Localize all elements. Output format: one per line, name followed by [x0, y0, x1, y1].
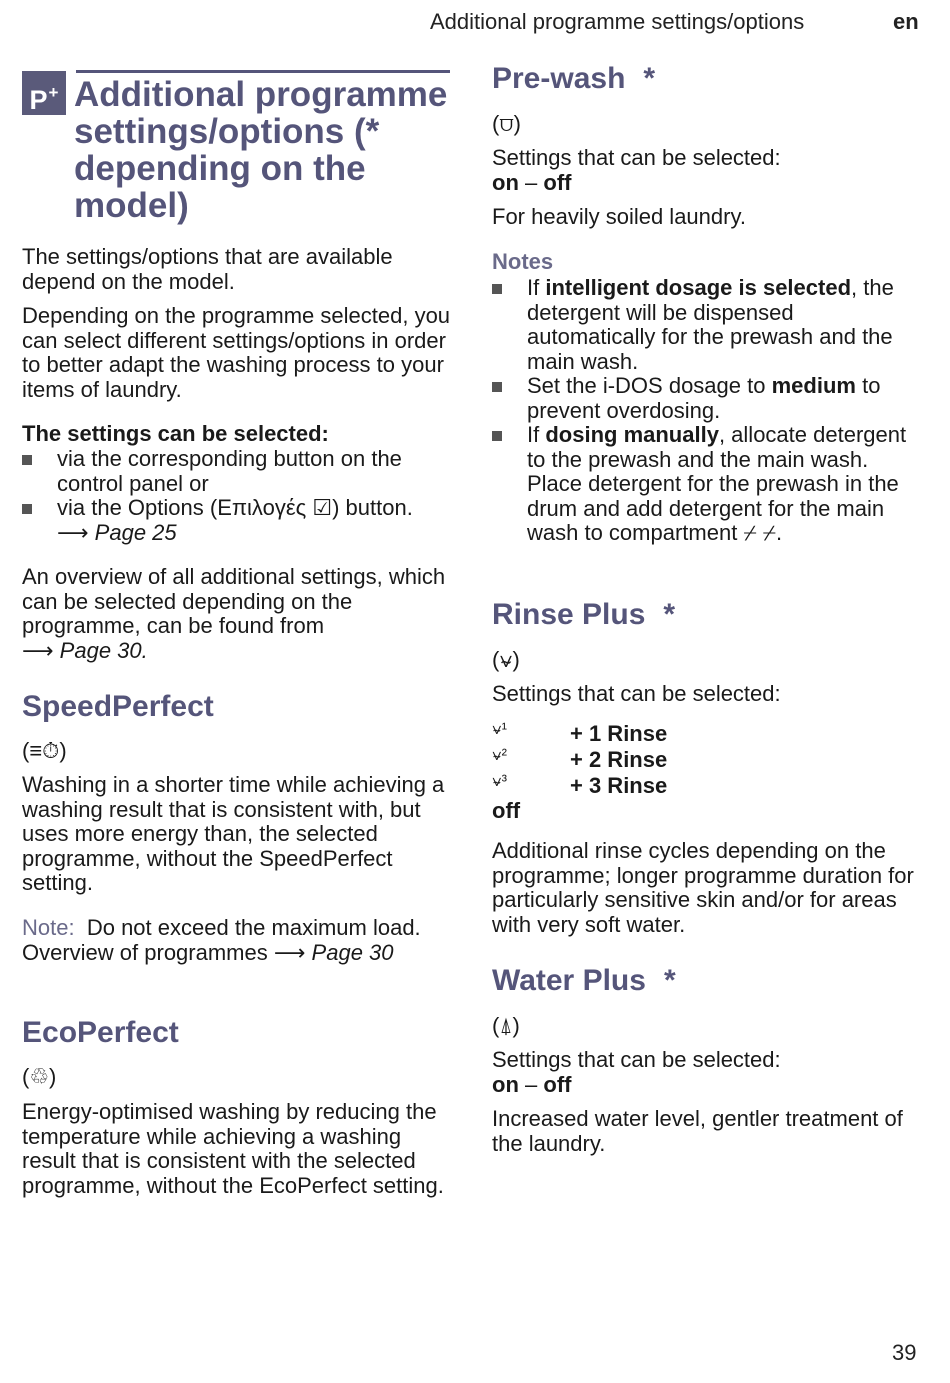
rinse-1-icon: ⍱¹: [492, 721, 507, 738]
bullet-icon: [22, 504, 32, 514]
list-item: via the Options (Επιλογές ☑) button. ⟶ Page 25: [22, 496, 452, 545]
prewash-settings-values: on – off: [492, 170, 572, 195]
running-header-title: Additional programme settings/options: [430, 9, 805, 34]
ecoperfect-symbol-icon: (♲): [22, 1064, 57, 1089]
arrow-icon: ⟶: [273, 939, 306, 965]
water-plus-settings-label: Settings that can be selected:: [492, 1047, 781, 1072]
chapter-rule: [76, 70, 450, 73]
arrow-icon: ⟶: [57, 519, 89, 545]
rinse-3-icon: ⍱³: [492, 773, 507, 790]
compartment-icon: ⌿ ⌿: [743, 520, 776, 545]
rinse-plus-symbol-icon: (⍱): [492, 647, 520, 672]
selection-list: [22, 447, 452, 545]
page-reference: Page 30: [311, 939, 394, 965]
intro-paragraph-2: Depending on the programme selected, you can select different settings/options in order to better adapt the washing process to your items of laundry.: [22, 303, 451, 402]
ecoperfect-heading: EcoPerfect: [22, 1016, 179, 1049]
prewash-notes-list: [492, 276, 920, 546]
arrow-icon: ⟶: [22, 637, 54, 663]
prewash-description: For heavily soiled laundry.: [492, 204, 746, 229]
water-plus-symbol-icon: (⍋): [492, 1013, 520, 1038]
rinse-plus-description: Additional rinse cycles depending on the programme; longer programme duration for particularly sensitive skin and/or for areas with very soft water.: [492, 838, 914, 937]
water-plus-description: Increased water level, gentler treatment of the laundry.: [492, 1106, 903, 1156]
language-code: en: [893, 9, 919, 34]
list-item: Set the i-DOS dosage to medium to prevent overdosing.: [492, 374, 920, 423]
intro-paragraph-1: The settings/options that are available depend on the model.: [22, 244, 393, 294]
page-reference: Page 30.: [59, 637, 148, 663]
overview-paragraph: An overview of all additional settings, which can be selected depending on the programme, can be found from ⟶ Page 30.: [22, 564, 446, 663]
chapter-title: Additional programme settings/options (* depending on the model): [74, 75, 448, 225]
selection-heading: The settings can be selected:: [22, 421, 329, 446]
prewash-heading: Pre-wash *: [492, 62, 656, 95]
list-item: If dosing manually, allocate detergent to the prewash and the main wash. Place detergent for the prewash in the drum and add detergent for the main wash to compartment ⌿ ⌿.: [492, 423, 920, 546]
bullet-icon: [492, 431, 502, 441]
bullet-icon: [492, 382, 502, 392]
rinse-plus-heading: Rinse Plus *: [492, 598, 676, 631]
prewash-settings-label: Settings that can be selected:: [492, 145, 781, 170]
rinse-2-icon: ⍱²: [492, 747, 507, 764]
page-number: 39: [892, 1340, 917, 1365]
bullet-icon: [22, 455, 32, 465]
options-button-icon: ☑: [312, 495, 333, 520]
ecoperfect-text: Energy-optimised washing by reducing the temperature while achieving a washing result that is consistent with the selected programme, without the EcoPerfect setting.: [22, 1099, 444, 1198]
speedperfect-symbol-icon: (≡⏱): [22, 738, 67, 763]
rinse-plus-settings-label: Settings that can be selected:: [492, 681, 781, 706]
notes-heading: Notes: [492, 249, 554, 274]
list-item: If intelligent dosage is selected, the detergent will be dispensed automatically for the prewash and the main wash.: [492, 276, 920, 374]
list-item: via the corresponding button on the control panel or: [22, 447, 452, 496]
water-plus-settings-values: on – off: [492, 1072, 572, 1097]
speedperfect-text: Washing in a shorter time while achieving a washing result that is consistent with, but uses more energy than, the selected programme, without the SpeedPerfect setting.: [22, 772, 445, 895]
page-reference: Page 25: [94, 519, 177, 545]
rinse-option-off: off: [492, 798, 521, 823]
speedperfect-note: Note: Do not exceed the maximum load. Overview of programmes ⟶ Page 30: [22, 915, 421, 965]
prewash-symbol-icon: (⩌): [492, 111, 521, 136]
bullet-icon: [492, 284, 502, 294]
speedperfect-heading: SpeedPerfect: [22, 690, 214, 723]
programme-options-badge-icon: P+: [22, 71, 66, 115]
water-plus-heading: Water Plus *: [492, 964, 676, 997]
